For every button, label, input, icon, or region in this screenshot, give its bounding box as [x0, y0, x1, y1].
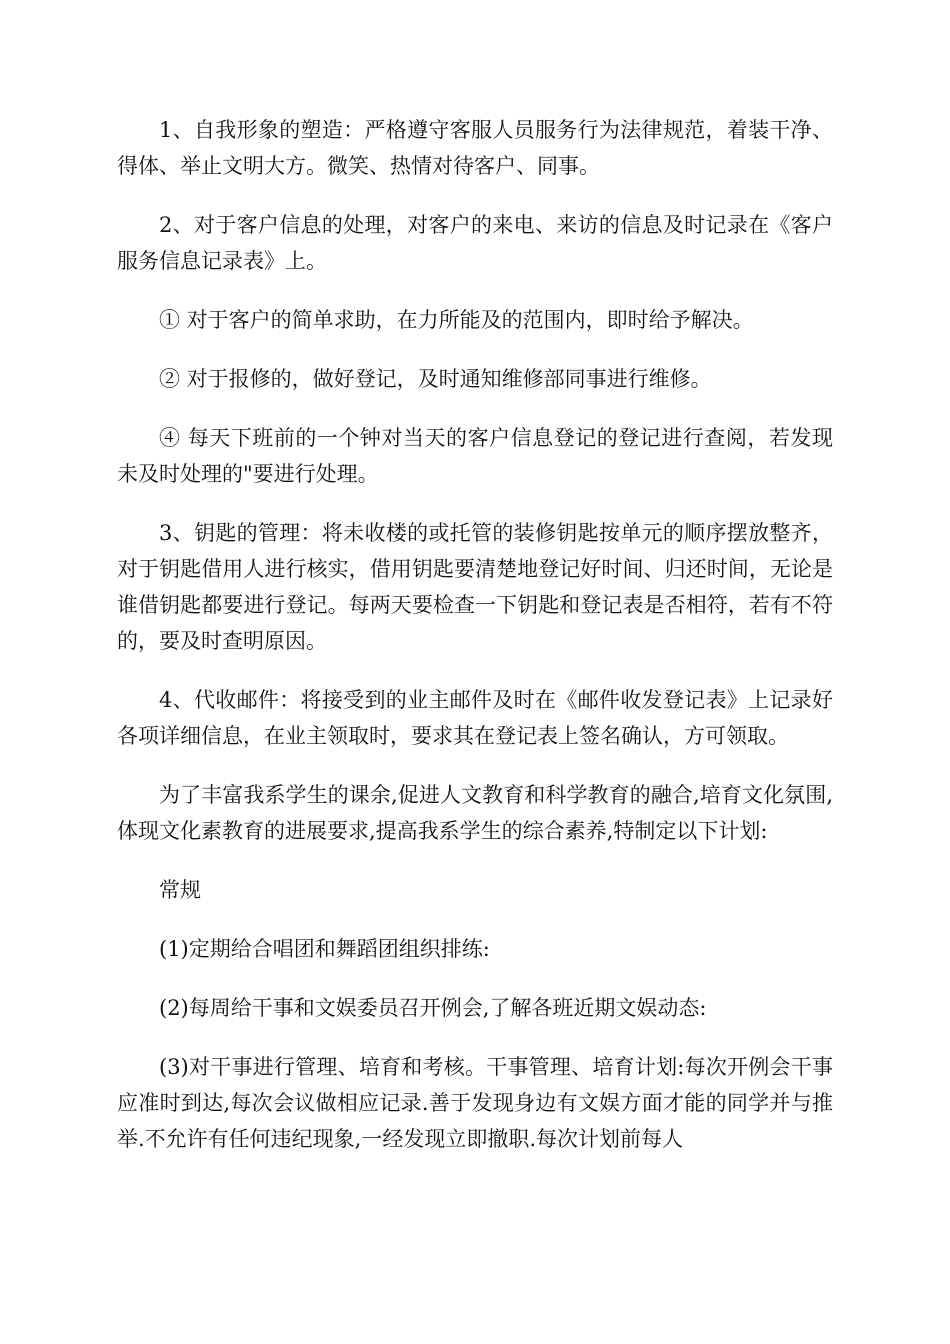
paragraph-simple-help: ① 对于客户的简单求助，在力所能及的范围内，即时给予解决。	[159, 308, 754, 332]
paragraph-daily-review: ④ 每天下班前的一个钟对当天的客户信息登记的登记进行查阅，若发现未及时处理的"要进行处理。	[117, 426, 833, 486]
paragraph-self-image: 1、自我形象的塑造：严格遵守客服人员服务行为法律规范，着装干净、得体、举止文明大方。微笑、热情对待客户、同事。	[117, 118, 833, 178]
paragraph-key-management: 3、钥匙的管理：将未收楼的或托管的装修钥匙按单元的顺序摆放整齐，对于钥匙借用人进行核实，借用钥匙要清楚地登记好时间、归还时间，无论是谁借钥匙都要进行登记。每两天要检查一下钥匙和登记表是否相符，若有不符的，要及时查明原因。	[117, 521, 833, 653]
paragraph-staff-management: (3)对干事进行管理、培育和考核。干事管理、培育计划:每次开例会干事应准时到达,每次会议做相应记录.善于发现身边有文娱方面才能的同学并与推举.不允许有任何违纪现象,一经发现立即撤职.每次计划前每人	[117, 1055, 833, 1151]
paragraph-rehearsal: (1)定期给合唱团和舞蹈团组织排练:	[159, 937, 490, 961]
paragraph-repair: ② 对于报修的，做好登记，及时通知维修部同事进行维修。	[159, 367, 712, 391]
paragraph-weekly-meeting: (2)每周给干事和文娱委员召开例会,了解各班近期文娱动态:	[159, 996, 707, 1020]
section-heading-routine: 常规	[159, 878, 201, 902]
paragraph-customer-info: 2、对于客户信息的处理，对客户的来电、来访的信息及时记录在《客户服务信息记录表》上。	[117, 213, 833, 273]
document-body	[117, 112, 833, 1180]
paragraph-mail-collection: 4、代收邮件：将接受到的业主邮件及时在《邮件收发登记表》上记录好各项详细信息，在业主领取时，要求其在登记表上签名确认，方可领取。	[117, 688, 833, 748]
paragraph-plan-intro: 为了丰富我系学生的课余,促进人文教育和科学教育的融合,培育文化氛围,体现文化素教育的进展要求,提高我系学生的综合素养,特制定以下计划:	[117, 783, 833, 843]
